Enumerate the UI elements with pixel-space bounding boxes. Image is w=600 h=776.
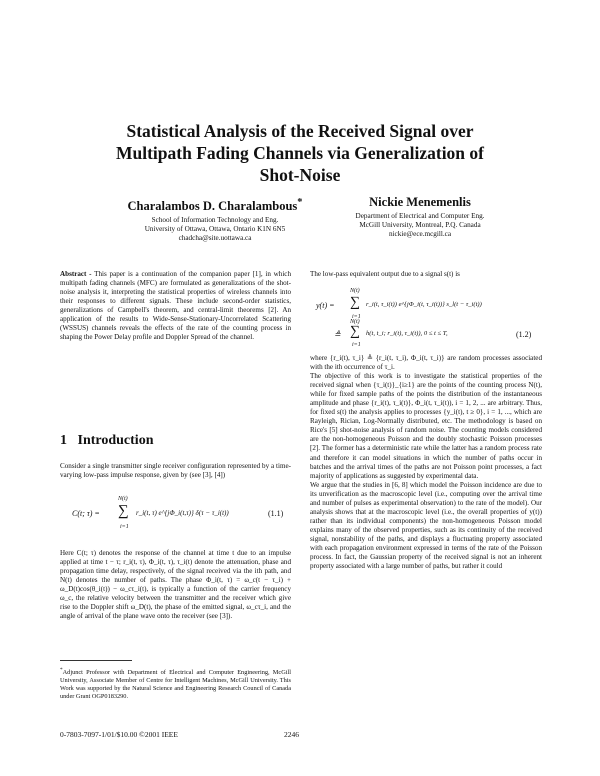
eq1-lhs: C(t; τ) = bbox=[72, 509, 100, 518]
footnote-marker: * bbox=[60, 667, 63, 673]
eq2-line2-lhs: ≜ bbox=[334, 330, 341, 339]
right-paragraph-3: We argue that the studies in [6, 8] which model the Poisson incidence are due to its unverification as the macroscopic level (i.e., computing over the arrival time and number of pulses as experimental observation) to the rate of the model). Our analysis shows that at the macroscopic level (i.e., the overall properties of y(t)) rather than its individual components) the non-homogeneous Poisson model explains many of the observed properties, such as its continuity of the received signal, nonstability of the paths, and displays a fluctuating property associated with each propagation environment expressed in terms of the rate of the Poisson process. In fact, the Gaussian property of the received signal is not an inherent property associated with a large number of paths, but rather it could bbox=[310, 480, 542, 571]
author-affiliation-2: Department of Electrical and Computer Eng. McGill University, Montreal, P.Q. Canada nickie@ece.mcgill.ca bbox=[330, 212, 510, 239]
footer-copyright: 0-7803-7097-1/01/$10.00 ©2001 IEEE bbox=[60, 730, 178, 739]
intro-paragraph: Consider a single transmitter single receiver configuration represented by a time-varying low-pass impulse response, given by (see [3], [4]) bbox=[60, 462, 291, 480]
eq2-line2-sum-lower: i=1 bbox=[352, 342, 361, 348]
eq2-line2-body: h(t, t_i; r_i(t), τ_i(t)), 0 ≤ t ≤ T, bbox=[366, 330, 448, 337]
abstract-text: This paper is a continuation of the companion paper [1], in which multipath fading channels (MFC) are formulated as generalizations of the shot-noise analysis it, interpreting the statistical properties of wireless channels into their responses to different signals. These include second-order statistics, generalizations of Campbell's theorem, and central-limit theorems [2]. An application of the results to Wide-Sense-Stationary-Uncorrelated Scattering (WSSUS) channels reveals the effects of the rate of the counting process in shaping the Power Delay profile and Doppler Spread of the channel. bbox=[60, 270, 291, 342]
footnote-rule bbox=[60, 660, 132, 661]
author-block-1 bbox=[115, 196, 315, 243]
eq1-sum-upper: N(t) bbox=[118, 496, 128, 502]
author-name-2: Nickie Menemenlis bbox=[369, 195, 471, 209]
right-paragraph-2: The objective of this work is to investigate the statistical properties of the received signal when {τ_i(t)}_{i≥1} are the points of the counting process N(t), while for fixed sample paths of the points the distribution of the instantaneous amplitude and phase {r_i(t), τ_i(t)}, Φ_i(t, τ_i(t)), i = 1, 2, ... are arbitrary. Thus, for fixed s(t) the analysis applies to processes {y_i(t), t ≥ 0}, i = 1, ..., which are Rayleigh, Rician, Log-Normally distributed, etc. The methodology is based on Rice's [5] shot-noise analysis of random noise. The counting models considered are the non-homogeneous Poisson and the doubly stochastic Poisson processes [2]. The former has a deterministic rate while the latter has a random process rate and therefore it can model situations in which the number of paths occur in batches and the arrival times of the paths are not Poisson point processes, a fact majority of applications as suggested by experimental data. bbox=[310, 372, 542, 480]
equation-1-1 bbox=[72, 494, 292, 538]
eq2-number: (1.2) bbox=[516, 330, 532, 339]
section-number: 1 bbox=[60, 433, 67, 448]
sum-symbol: ∑ bbox=[350, 324, 360, 339]
eq2-line1-lhs: y(t) = bbox=[316, 301, 335, 310]
eq1-number: (1.1) bbox=[268, 509, 284, 518]
section-heading bbox=[60, 433, 153, 449]
eq2-line1-sum-lower: i=1 bbox=[352, 314, 361, 320]
title-line-2: Multipath Fading Channels via Generalization of bbox=[115, 143, 484, 163]
right-intro: The low-pass equivalent output due to a signal s(t) is bbox=[310, 270, 460, 278]
right-paragraph-1: where {r_i(t), τ_i} ≜ {r_i(t, τ_i), Φ_i(t, τ_i)} are random processes associated with the ith occurrence of τ_i. bbox=[310, 354, 542, 372]
sum-symbol: ∑ bbox=[118, 503, 129, 519]
title-line-1: Statistical Analysis of the Received Signal over bbox=[126, 121, 474, 141]
eq2-line2-sum-upper: N(t) bbox=[350, 319, 360, 325]
right-body bbox=[310, 354, 542, 571]
section-title: Introduction bbox=[77, 433, 154, 448]
footnote bbox=[60, 666, 291, 701]
left-body-paragraph: Here C(t; τ) denotes the response of the channel at time t due to an impulse applied at time t − τ; r_i(t, τ), Φ_i(t, τ), τ_i(t) denote the attenuation, phase and propagation time delay, respectively, of the signal received via the ith path, and N(t) denotes the number of paths. The phase Φ_i(t, τ) = ω_c(t − τ_i) + ω_D(t)cos(θ_i(t)) − ω_cτ_i(t), is typically a function of the carrier frequency ω_c, the relative velocity between the transmitter and the receiver which give rise to the Doppler shift ω_D(t), the phase of the emitted signal, ω_cτ_i, and the angle of arrival of the plane wave onto the receiver (see [3]). bbox=[60, 549, 291, 621]
eq2-line1-body: r_i(t, τ_i(t)) e^{jΦ_i(t, τ_i(t))} s_l(t − τ_i(t)) bbox=[366, 301, 482, 308]
eq2-line1-sum-upper: N(t) bbox=[350, 288, 360, 294]
author-name-1: Charalambos D. Charalambous* bbox=[127, 197, 303, 214]
author-email-2: nickie@ece.mcgill.ca bbox=[388, 230, 452, 238]
page-number: 2246 bbox=[284, 730, 299, 739]
author-email-1: chadcha@site.uottawa.ca bbox=[178, 234, 252, 243]
paper-title bbox=[60, 120, 540, 186]
eq1-body: r_i(t, τ) e^{jΦ_i(t,τ)} δ(τ − τ_i(t)) bbox=[136, 509, 229, 517]
author-affiliation-1: School of Information Technology and Eng. University of Ottawa, Ottawa, Ontario K1N 6N5 chadcha@site.uottawa.ca bbox=[115, 216, 315, 243]
equation-1-2 bbox=[316, 286, 542, 348]
eq1-sum-lower: i=1 bbox=[120, 524, 129, 530]
abstract bbox=[60, 270, 291, 342]
title-line-3: Shot-Noise bbox=[259, 165, 341, 185]
abstract-label: Abstract - bbox=[60, 270, 92, 278]
footnote-text: Adjunct Professor with Department of Electrical and Computer Engineering, McGill University, Associate Member of Centre for Intelligent Machines, McGill University. This Work was supported by the Natural Science and Engineering Research Council of Canada under Grant OGP0183290. bbox=[60, 669, 291, 701]
author-block-2 bbox=[330, 196, 510, 239]
sum-symbol: ∑ bbox=[350, 295, 360, 310]
